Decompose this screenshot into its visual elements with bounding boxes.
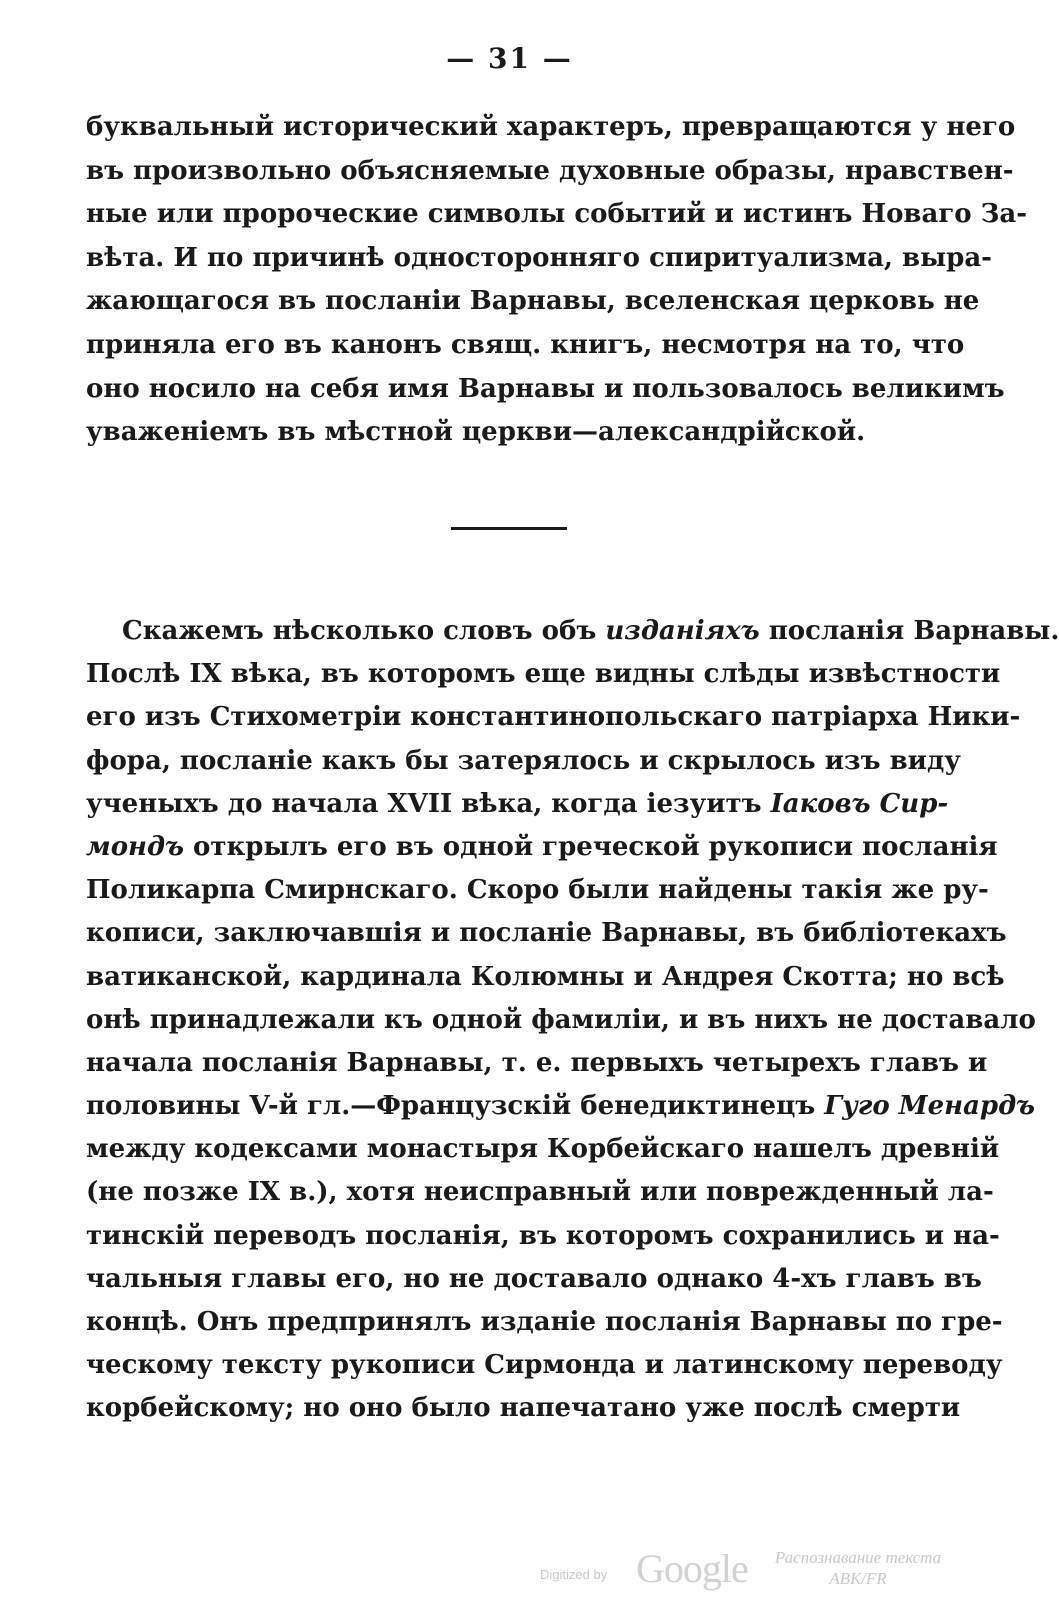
- text-line: его изъ Стихометрiи константинопольскаго патрiарха Ники-: [86, 702, 1021, 733]
- text-line: тинскiй переводъ посланiя, въ которомъ сохранились и на-: [86, 1220, 1000, 1251]
- italic-run: мондъ: [86, 831, 184, 862]
- italic-run: Iаковъ Сир-: [770, 788, 949, 819]
- text-line: Поликарпа Смирнскаго. Скоро были найдены такiя же ру-: [86, 875, 989, 906]
- text-line: ные или пророческие символы событий и истинъ Новаго За-: [86, 199, 1028, 230]
- text-line: между кодексами монастыря Корбейскаго нашелъ древнiй: [86, 1134, 1000, 1165]
- digitized-by-label: Digitized by: [540, 1567, 608, 1582]
- text-line: [86, 783, 949, 826]
- page-number: — 31 —: [446, 42, 573, 75]
- recognition-line: Распознавание текста: [774, 1548, 942, 1567]
- text-line: жающагося въ посланiи Варнавы, вселенская церковь не: [86, 286, 980, 317]
- paragraph-2: [86, 610, 1059, 1431]
- text-line: кописи, заключавшiя и посланiе Варнавы, въ библiотекахъ: [86, 918, 1007, 949]
- text-line: [86, 1085, 1036, 1128]
- text-line: приняла его въ канонъ свящ. книгъ, несмотря на то, что: [86, 329, 965, 360]
- text-line: уваженiемъ въ мѣстной церкви—александрiйской.: [86, 417, 866, 448]
- recognition-stamp: [758, 1547, 958, 1589]
- text-line: ватиканской, кардинала Колюмны и Андрея Скотта; но всѣ: [86, 961, 1005, 992]
- text-run: посланiя Варнавы.: [759, 616, 1059, 646]
- text-line: [86, 610, 1059, 653]
- text-line: ческому тексту рукописи Сирмонда и латинскому переводу: [86, 1350, 1003, 1381]
- google-logo: Google: [636, 1546, 748, 1591]
- text-line: [86, 826, 998, 869]
- text-line: онѣ принадлежали къ одной фамилiи, и въ нихъ не доставало: [86, 1004, 1036, 1035]
- text-line: Послѣ IX вѣка, въ которомъ еще видны слѣды извѣстности: [86, 659, 1001, 690]
- text-run: Скажемъ нѣсколько словъ объ: [122, 616, 606, 646]
- text-line: въ произвольно объясняемые духовные образы, нравствен-: [86, 155, 1014, 186]
- text-line: корбейскому; но оно было напечатано уже послѣ смерти: [86, 1393, 961, 1424]
- text-line: чальныя главы его, но не доставало однако 4-хъ главъ въ: [86, 1263, 982, 1294]
- text-line: начала посланiя Варнавы, т. е. первыхъ четырехъ главъ и: [86, 1047, 988, 1078]
- text-line: буквальный исторический характеръ, превращаются у него: [86, 112, 1016, 142]
- text-run: ученыхъ до начала XVII вѣка, когда iезуитъ: [86, 788, 771, 819]
- italic-run: изданiяхъ: [605, 616, 760, 646]
- section-separator: [451, 527, 567, 530]
- italic-run: Гуго Менардъ: [824, 1091, 1036, 1122]
- digitization-footer: [540, 1545, 1000, 1595]
- paragraph-1: [86, 106, 1028, 455]
- recognition-line: ABK/FR: [829, 1569, 887, 1588]
- text-run: половины V-й гл.—Французскiй бенедиктинецъ: [86, 1091, 825, 1122]
- text-line: оно носило на себя имя Варнавы и пользовалось великимъ: [86, 373, 1005, 404]
- text-line: (не позже IX в.), хотя неисправный или поврежденный ла-: [86, 1177, 994, 1208]
- text-line: вѣта. И по причинѣ односторонняго спиритуализма, выра-: [86, 242, 992, 273]
- text-line: фора, посланiе какъ бы затерялось и скрылось изъ виду: [86, 745, 961, 776]
- text-run: открылъ его въ одной греческой рукописи посланiя: [184, 831, 998, 862]
- text-line: концѣ. Онъ предпринялъ изданiе посланiя Варнавы по гре-: [86, 1307, 1003, 1337]
